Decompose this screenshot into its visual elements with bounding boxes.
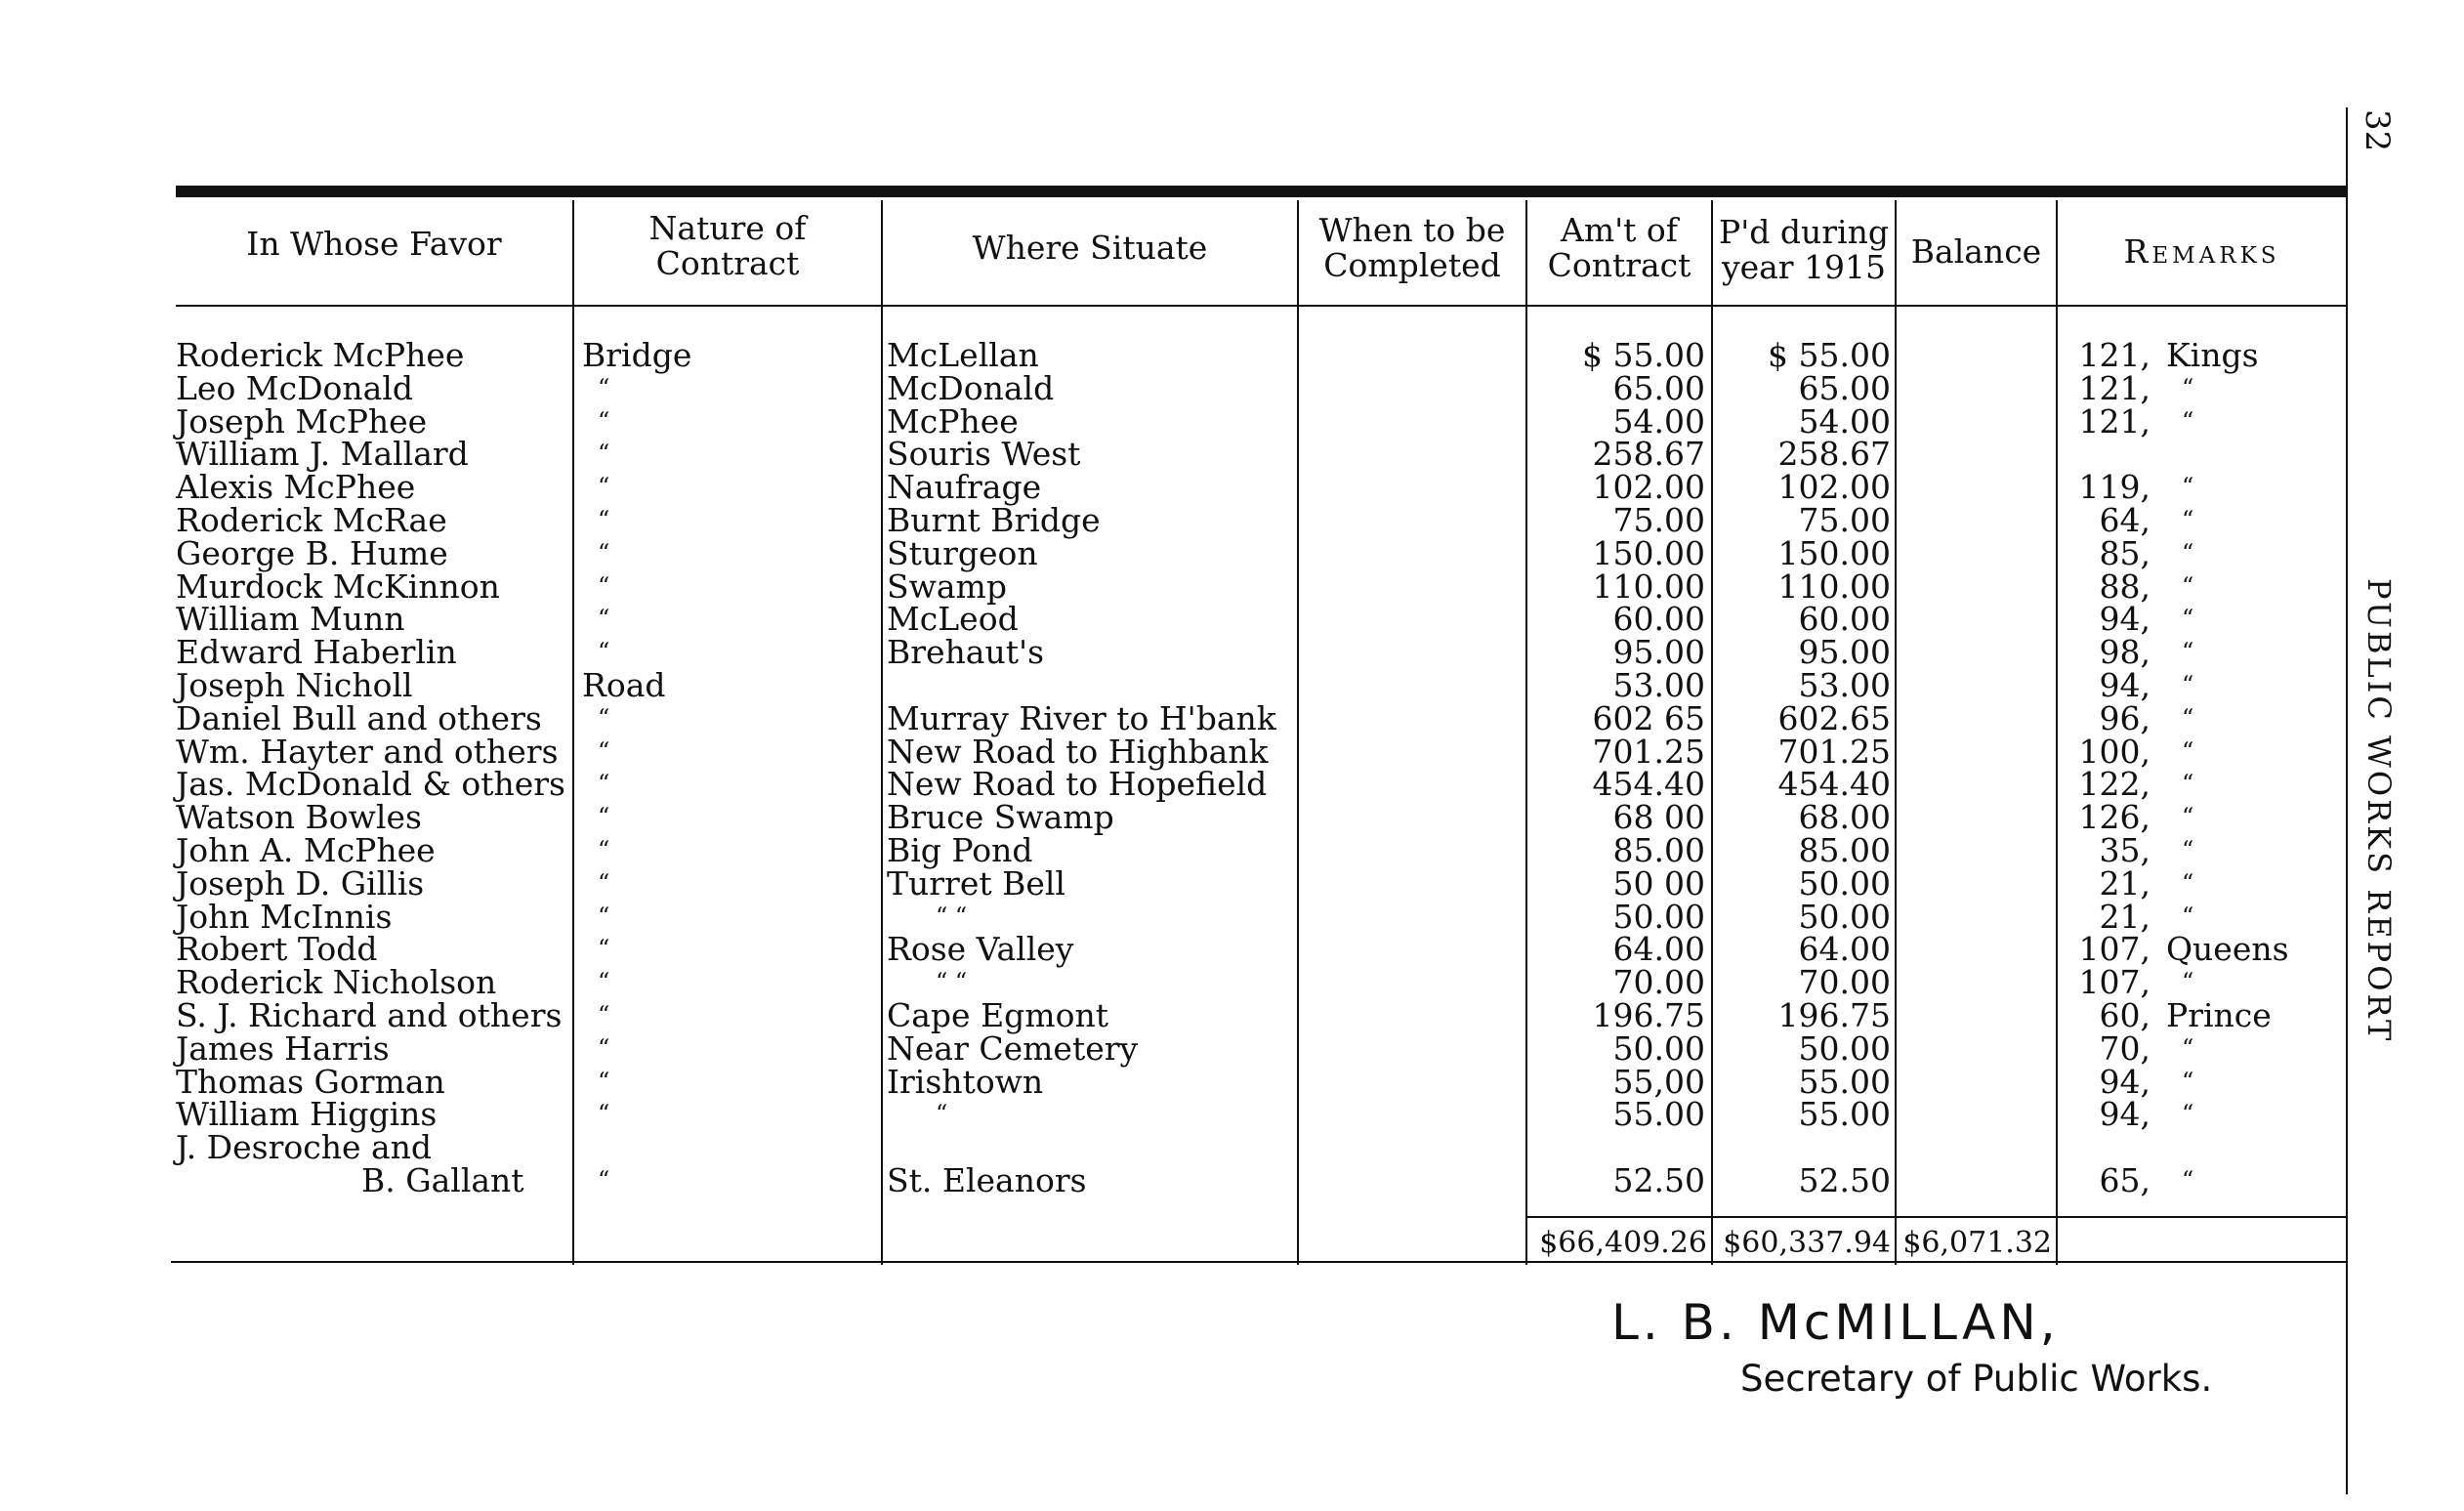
remarks-place-cell: Kings <box>2166 336 2259 374</box>
remarks-number-cell: 119, <box>2078 468 2151 507</box>
favor-cell: Joseph D. Gillis <box>176 863 425 902</box>
paid-cell: 65.00 <box>1798 368 1891 407</box>
remarks-place-cell: Prince <box>2166 996 2272 1034</box>
paid-cell: 196.75 <box>1777 996 1891 1034</box>
amount-cell: 65.00 <box>1612 368 1705 407</box>
remarks-place-cell: “ <box>2182 736 2194 765</box>
header-favor: In Whose Favor <box>246 225 502 263</box>
nature-cell: “ <box>598 1033 610 1062</box>
col-divider <box>1525 200 1527 1265</box>
paid-cell: 75.00 <box>1798 501 1891 539</box>
nature-cell: “ <box>598 736 610 765</box>
favor-cell: Murdock McKinnon <box>176 567 500 606</box>
header-paid-line2: year 1915 <box>1721 248 1887 286</box>
where-cell: Burnt Bridge <box>887 501 1101 539</box>
nature-cell: “ <box>598 506 610 533</box>
header-where: Where Situate <box>972 229 1208 267</box>
nature-cell: Bridge <box>582 336 692 374</box>
favor-cell: Edward Haberlin <box>176 633 457 672</box>
header-nature-line1: Nature of <box>648 209 807 247</box>
remarks-number-cell: 94, <box>2099 600 2151 639</box>
paid-cell: 64.00 <box>1798 930 1891 969</box>
amount-cell: 68 00 <box>1612 798 1705 837</box>
amount-cell: 196.75 <box>1592 996 1705 1034</box>
nature-cell: “ <box>598 373 610 401</box>
paid-cell: 55.00 <box>1798 1095 1891 1134</box>
where-cell: Turret Bell <box>887 863 1065 902</box>
header-nature-line2: Contract <box>655 244 800 282</box>
remarks-number-cell: 60, <box>2099 996 2151 1034</box>
remarks-place-cell: “ <box>2182 406 2194 435</box>
header-remarks: Remarks <box>2123 232 2280 271</box>
nature-cell: “ <box>598 935 610 963</box>
remarks-place-cell: “ <box>2182 1166 2194 1194</box>
favor-cell: J. Desroche and <box>176 1128 433 1167</box>
col-divider <box>1895 200 1897 1265</box>
paid-cell: 70.00 <box>1798 963 1891 1002</box>
nature-cell: “ <box>598 868 610 897</box>
total-amount: $66,409.26 <box>1539 1226 1707 1260</box>
amount-cell: 55,00 <box>1612 1062 1705 1101</box>
where-cell: “ “ <box>936 902 968 930</box>
amount-cell: 55.00 <box>1612 1095 1705 1134</box>
paid-cell: 102.00 <box>1777 468 1891 507</box>
header-when-line1: When to be <box>1318 211 1506 249</box>
nature-cell: “ <box>598 902 610 930</box>
remarks-number-cell: 94, <box>2099 1095 2151 1134</box>
paid-cell: 50.00 <box>1798 1028 1891 1068</box>
amount-cell: 50.00 <box>1612 1028 1705 1068</box>
page-number: 32 <box>2358 109 2397 152</box>
paid-cell: 53.00 <box>1798 666 1891 704</box>
header-balance: Balance <box>1910 232 2042 271</box>
remarks-place-cell: “ <box>2182 770 2194 798</box>
favor-cell: B. Gallant <box>361 1161 524 1199</box>
where-cell: St. Eleanors <box>887 1161 1087 1199</box>
signature-name: L. B. McMILLAN, <box>1611 1294 2060 1351</box>
amount-cell: 95.00 <box>1612 633 1705 672</box>
remarks-place-cell: “ <box>2182 373 2194 401</box>
favor-cell: Wm. Hayter and others <box>176 732 559 771</box>
header-amount-line1: Am't of <box>1560 211 1679 249</box>
bottom-rule <box>171 1261 2346 1263</box>
favor-cell: James Harris <box>176 1028 390 1068</box>
favor-cell: Jas. McDonald & others <box>176 765 565 804</box>
remarks-number-cell: 121, <box>2078 336 2151 374</box>
amount-cell: 454.40 <box>1592 765 1705 804</box>
paid-cell: 95.00 <box>1798 633 1891 672</box>
favor-cell: William Munn <box>176 600 405 639</box>
amount-cell: 52.50 <box>1612 1161 1705 1199</box>
favor-cell: George B. Hume <box>176 533 448 572</box>
paid-cell: 50.00 <box>1798 897 1891 936</box>
nature-cell: “ <box>598 571 610 600</box>
where-cell: “ “ <box>936 968 968 996</box>
nature-cell: “ <box>598 440 610 468</box>
signature-title: Secretary of Public Works. <box>1740 1358 2213 1400</box>
where-cell: McDonald <box>887 368 1055 407</box>
where-cell: Sturgeon <box>887 533 1038 572</box>
paid-cell: 85.00 <box>1798 831 1891 869</box>
where-cell: McPhee <box>887 401 1019 441</box>
favor-cell: Alexis McPhee <box>176 468 416 507</box>
nature-cell: “ <box>598 1166 610 1194</box>
remarks-place-cell: “ <box>2182 968 2194 996</box>
nature-cell: “ <box>598 406 610 435</box>
favor-cell: William Higgins <box>176 1095 438 1134</box>
amount-cell: 54.00 <box>1612 401 1705 441</box>
header-nature <box>574 211 881 281</box>
amount-cell: 53.00 <box>1612 666 1705 704</box>
remarks-number-cell: 107, <box>2078 963 2151 1002</box>
favor-cell: Watson Bowles <box>176 798 422 837</box>
nature-cell: “ <box>598 538 610 567</box>
nature-cell: “ <box>598 473 610 501</box>
amount-cell: 50.00 <box>1612 897 1705 936</box>
favor-cell: S. J. Richard and others <box>176 996 563 1034</box>
amount-cell: 102.00 <box>1592 468 1705 507</box>
remarks-place-cell: “ <box>2182 1033 2194 1062</box>
paid-cell: 54.00 <box>1798 401 1891 441</box>
remarks-place-cell: “ <box>2182 836 2194 863</box>
nature-cell: “ <box>598 1001 610 1028</box>
remarks-place-cell: “ <box>2182 1067 2194 1095</box>
remarks-number-cell: 107, <box>2078 930 2151 969</box>
favor-cell: Joseph McPhee <box>176 401 428 441</box>
col-divider <box>2056 200 2058 1265</box>
remarks-number-cell: 98, <box>2099 633 2151 672</box>
amount-cell: 64.00 <box>1612 930 1705 969</box>
remarks-place-cell: “ <box>2182 506 2194 533</box>
nature-cell: “ <box>598 703 610 732</box>
remarks-number-cell: 100, <box>2078 732 2151 771</box>
favor-cell: Leo McDonald <box>176 368 414 407</box>
favor-cell: Roderick McPhee <box>176 336 465 374</box>
header-when-line2: Completed <box>1323 246 1501 284</box>
remarks-number-cell: 94, <box>2099 1062 2151 1101</box>
amount-cell: 70.00 <box>1612 963 1705 1002</box>
remarks-number-cell: 35, <box>2099 831 2151 869</box>
where-cell: Souris West <box>887 435 1081 474</box>
remarks-place-cell: Queens <box>2166 930 2289 969</box>
totals-rule <box>1525 1216 2056 1218</box>
header-underline <box>176 305 2346 307</box>
paid-cell: 258.67 <box>1777 435 1891 474</box>
remarks-rule <box>2056 1216 2346 1218</box>
favor-cell: Daniel Bull and others <box>176 698 542 737</box>
remarks-place-cell: “ <box>2182 605 2194 633</box>
favor-cell: John A. McPhee <box>176 831 436 869</box>
nature-cell: “ <box>598 803 610 831</box>
total-paid: $60,337.94 <box>1723 1226 1891 1260</box>
where-cell: McLeod <box>887 600 1019 639</box>
paid-cell: 701.25 <box>1777 732 1891 771</box>
where-cell: McLellan <box>887 336 1039 374</box>
remarks-number-cell: 85, <box>2099 533 2151 572</box>
remarks-number-cell: 88, <box>2099 567 2151 606</box>
running-title: PUBLIC WORKS REPORT <box>2360 577 2398 1044</box>
remarks-number-cell: 64, <box>2099 501 2151 539</box>
amount-cell: 110.00 <box>1592 567 1705 606</box>
nature-cell: “ <box>598 1100 610 1128</box>
header-paid-line1: P'd during <box>1719 213 1889 251</box>
header-amount <box>1527 213 1711 283</box>
header-amount-line2: Contract <box>1547 246 1691 284</box>
remarks-number-cell: 96, <box>2099 698 2151 737</box>
remarks-place-cell: “ <box>2182 868 2194 897</box>
where-cell: Cape Egmont <box>887 996 1108 1034</box>
header-paid <box>1713 215 1895 285</box>
nature-cell: “ <box>598 770 610 798</box>
remarks-place-cell: “ <box>2182 671 2194 698</box>
header-when <box>1299 213 1525 283</box>
where-cell: Naufrage <box>887 468 1042 507</box>
remarks-number-cell: 21, <box>2099 897 2151 936</box>
col-divider <box>1711 200 1713 1265</box>
remarks-place-cell: “ <box>2182 538 2194 567</box>
paid-cell: 150.00 <box>1777 533 1891 572</box>
remarks-place-cell: “ <box>2182 1100 2194 1128</box>
paid-cell: 50.00 <box>1798 863 1891 902</box>
where-cell: Irishtown <box>887 1062 1044 1101</box>
amount-cell: 602 65 <box>1592 698 1705 737</box>
where-cell: “ <box>936 1100 948 1128</box>
top-rule <box>176 186 2346 197</box>
remarks-number-cell: 65, <box>2099 1161 2151 1199</box>
remarks-place-cell: “ <box>2182 571 2194 600</box>
amount-cell: 258.67 <box>1592 435 1705 474</box>
remarks-number-cell: 121, <box>2078 368 2151 407</box>
paid-cell: 52.50 <box>1798 1161 1891 1199</box>
where-cell: Brehaut's <box>887 633 1045 672</box>
remarks-place-cell: “ <box>2182 638 2194 666</box>
favor-cell: Roderick McRae <box>176 501 447 539</box>
paid-cell: 454.40 <box>1777 765 1891 804</box>
favor-cell: John McInnis <box>176 897 393 936</box>
favor-cell: Joseph Nicholl <box>176 666 413 704</box>
remarks-place-cell: “ <box>2182 703 2194 732</box>
remarks-place-cell: “ <box>2182 902 2194 930</box>
remarks-number-cell: 94, <box>2099 666 2151 704</box>
remarks-number-cell: 70, <box>2099 1028 2151 1068</box>
where-cell: Murray River to H'bank <box>887 698 1276 737</box>
paid-cell: 110.00 <box>1777 567 1891 606</box>
remarks-number-cell: 126, <box>2078 798 2151 837</box>
amount-cell: 701.25 <box>1592 732 1705 771</box>
amount-cell: $ 55.00 <box>1582 336 1705 374</box>
nature-cell: Road <box>582 666 666 704</box>
nature-cell: “ <box>598 1067 610 1095</box>
where-cell: Big Pond <box>887 831 1033 869</box>
favor-cell: Robert Todd <box>176 930 378 969</box>
favor-cell: Thomas Gorman <box>176 1062 445 1101</box>
col-divider <box>572 200 574 1265</box>
remarks-number-cell: 121, <box>2078 401 2151 441</box>
favor-cell: Roderick Nicholson <box>176 963 497 1002</box>
nature-cell: “ <box>598 968 610 996</box>
total-balance: $6,071.32 <box>1902 1226 2052 1260</box>
where-cell: Rose Valley <box>887 930 1074 969</box>
amount-cell: 50 00 <box>1612 863 1705 902</box>
where-cell: New Road to Hopefield <box>887 765 1268 804</box>
paid-cell: $ 55.00 <box>1768 336 1891 374</box>
amount-cell: 150.00 <box>1592 533 1705 572</box>
where-cell: New Road to Highbank <box>887 732 1269 771</box>
paid-cell: 60.00 <box>1798 600 1891 639</box>
nature-cell: “ <box>598 638 610 666</box>
paid-cell: 68.00 <box>1798 798 1891 837</box>
paid-cell: 602.65 <box>1777 698 1891 737</box>
where-cell: Swamp <box>887 567 1007 606</box>
paid-cell: 55.00 <box>1798 1062 1891 1101</box>
where-cell: Near Cemetery <box>887 1028 1139 1068</box>
remarks-place-cell: “ <box>2182 803 2194 831</box>
amount-cell: 60.00 <box>1612 600 1705 639</box>
amount-cell: 85.00 <box>1612 831 1705 869</box>
amount-cell: 75.00 <box>1612 501 1705 539</box>
nature-cell: “ <box>598 605 610 633</box>
nature-cell: “ <box>598 836 610 863</box>
remarks-number-cell: 21, <box>2099 863 2151 902</box>
where-cell: Bruce Swamp <box>887 798 1114 837</box>
favor-cell: William J. Mallard <box>176 435 469 474</box>
remarks-number-cell: 122, <box>2078 765 2151 804</box>
remarks-place-cell: “ <box>2182 473 2194 501</box>
